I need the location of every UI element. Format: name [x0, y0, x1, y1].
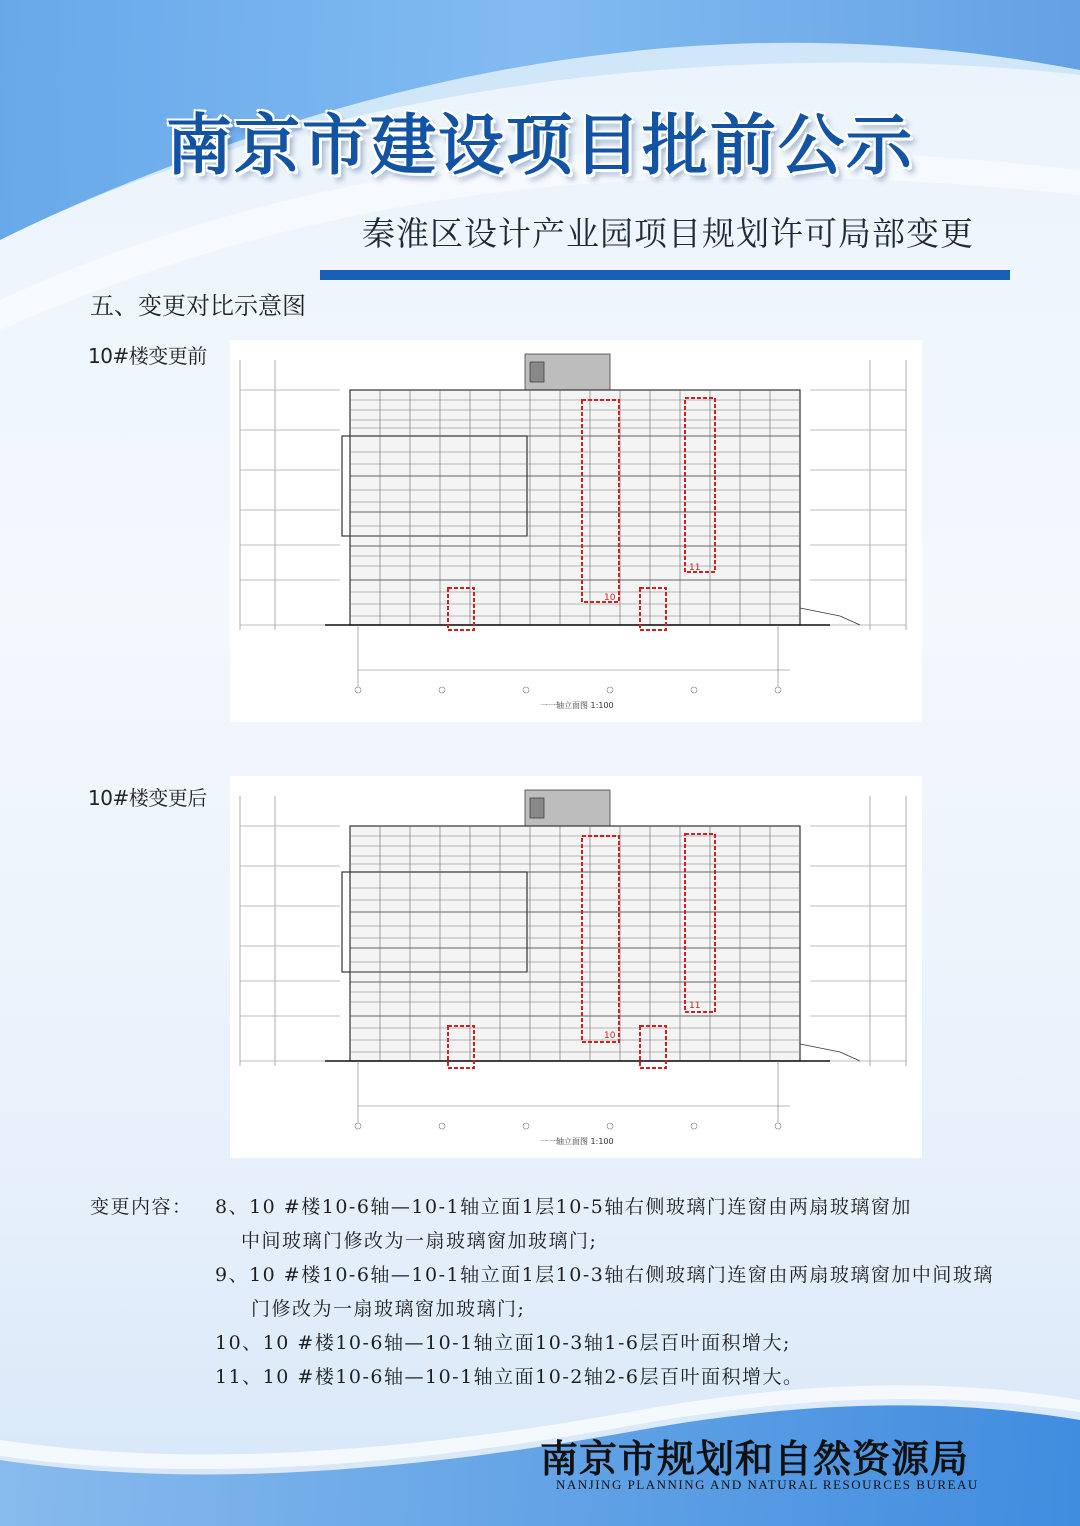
change-item-line: 中间玻璃门修改为一扇玻璃窗加玻璃门; [241, 1230, 598, 1252]
change-item-9 [215, 1258, 1035, 1326]
callout-11: 11 [689, 1001, 701, 1011]
elevation-svg-before [230, 340, 922, 722]
elevation-drawing-before [230, 340, 922, 722]
callout-11: 11 [689, 563, 701, 573]
callout-10: 10 [604, 1031, 616, 1041]
drawing-label-before: 10#楼变更前 [88, 344, 207, 368]
change-item-line: 门修改为一扇玻璃窗加玻璃门; [251, 1298, 526, 1320]
subtitle-underline-bar [320, 270, 1010, 280]
drawing-label-after: 10#楼变更后 [88, 786, 207, 810]
drawing-caption: 一一轴立面图 1:100 [540, 1137, 614, 1146]
change-item-10 [215, 1326, 1035, 1360]
elevation-svg-after [230, 776, 922, 1158]
change-label: 变更内容： [90, 1196, 193, 1218]
change-item-11 [215, 1360, 1035, 1394]
change-item-line: 8、10 #楼10-6轴—10-1轴立面1层10-5轴右侧玻璃门连窗由两扇玻璃窗加 [215, 1196, 912, 1218]
footer-organization: 南京市规划和自然资源局 [540, 1436, 970, 1481]
change-item-line: 11、10 #楼10-6轴—10-1轴立面10-2轴2-6层百叶面积增大。 [215, 1366, 804, 1388]
change-item-line: 9、10 #楼10-6轴—10-1轴立面1层10-3轴右侧玻璃门连窗由两扇玻璃窗加中间玻璃 [215, 1264, 994, 1286]
page-title: 南京市建设项目批前公示 [166, 106, 914, 184]
drawing-caption: 一一轴立面图 1:100 [540, 701, 614, 710]
footer-organization-en: NANJING PLANNING AND NATURAL RESOURCES BUREAU [556, 1477, 979, 1492]
section-heading: 五、变更对比示意图 [90, 292, 306, 320]
change-item-line: 10、10 #楼10-6轴—10-1轴立面10-3轴1-6层百叶面积增大; [215, 1332, 791, 1354]
change-item-8 [215, 1190, 1035, 1258]
page-subtitle: 秦淮区设计产业园项目规划许可局部变更 [362, 214, 974, 253]
callout-10: 10 [604, 593, 616, 603]
elevation-drawing-after [230, 776, 922, 1158]
